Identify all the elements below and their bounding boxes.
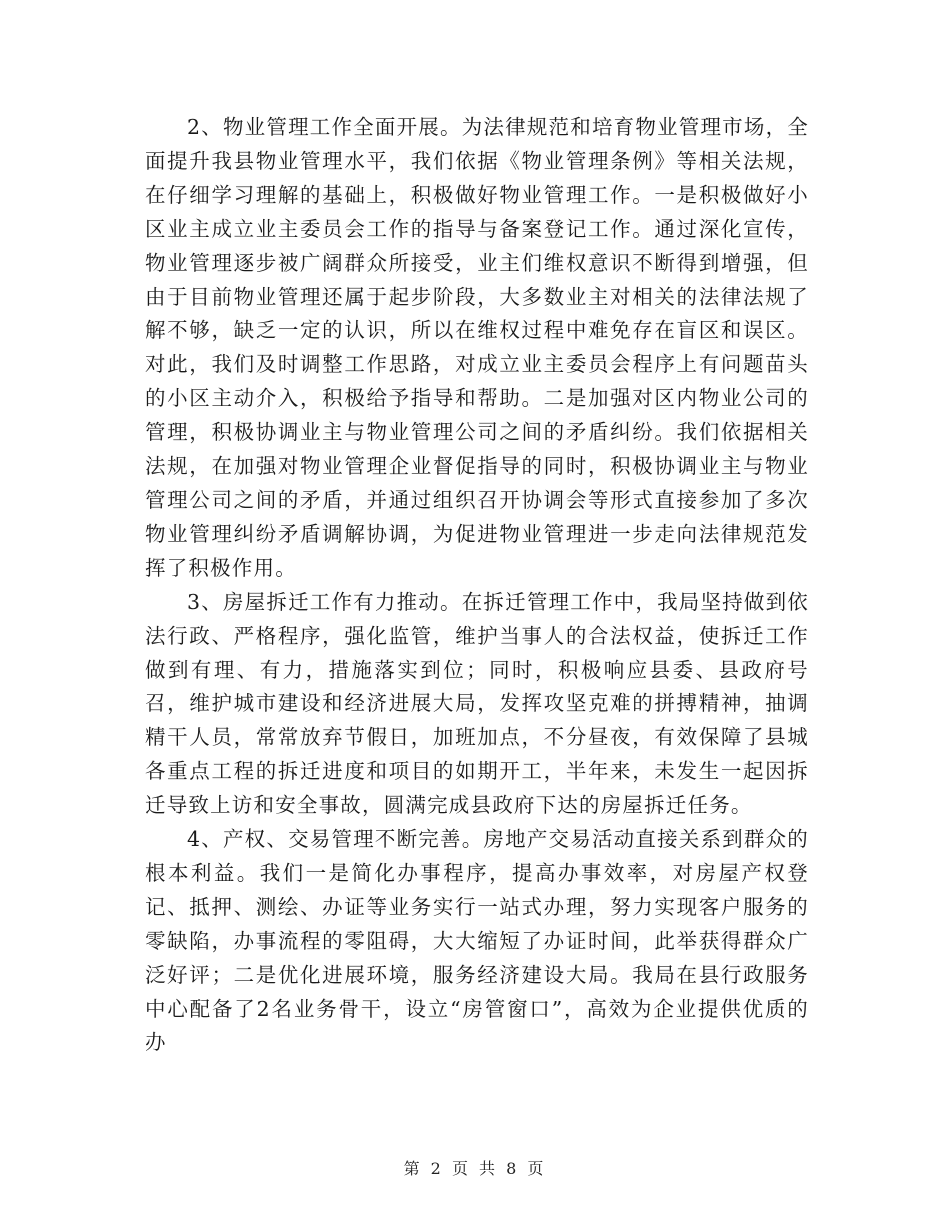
page-footer (0, 1156, 950, 1179)
page-number-label: 第 2 页 共 8 页 (403, 1159, 547, 1178)
paragraph-property-management: 2、物业管理工作全面开展。为法律规范和培育物业管理市场，全面提升我县物业管理水平，我们依据《物业管理条例》等相关法规，在仔细学习理解的基础上，积极做好物业管理工作。一是积极做好小区业主成立业主委员会工作的指导与备案登记工作。通过深化宣传，物业管理逐步被广阔群众所接受，业主们维权意识不断得到增强，但由于目前物业管理还属于起步阶段，大多数业主对相关的法律法规了解不够，缺乏一定的认识，所以在维权过程中难免存在盲区和误区。对此，我们及时调整工作思路，对成立业主委员会程序上有问题苗头的小区主动介入，积极给予指导和帮助。二是加强对区内物业公司的管理，积极协调业主与物业管理公司之间的矛盾纠纷。我们依据相关法规，在加强对物业管理企业督促指导的同时，积极协调业主与物业管理公司之间的矛盾，并通过组织召开协调会等形式直接参加了多次物业管理纠纷矛盾调解协调，为促进物业管理进一步走向法律规范发挥了积极作用。 (145, 115, 809, 580)
document-body (145, 111, 809, 1060)
paragraph-property-rights-trading: 4、产权、交易管理不断完善。房地产交易活动直接关系到群众的根本利益。我们一是简化办事程序，提高办事效率，对房屋产权登记、抵押、测绘、办证等业务实行一站式办理，努力实现客户服务的零缺陷，办事流程的零阻碍，大大缩短了办证时间，此举获得群众广泛好评；二是优化进展环境，服务经济建设大局。我局在县行政服务中心配备了2名业务骨干，设立“房管窗口”，高效为企业提供优质的办 (145, 827, 809, 1055)
paragraph-demolition: 3、房屋拆迁工作有力推动。在拆迁管理工作中，我局坚持做到依法行政、严格程序，强化监管，维护当事人的合法权益，使拆迁工作做到有理、有力，措施落实到位；同时，积极响应县委、县政府号召，维护城市建设和经济进展大局，发挥攻坚克难的拼搏精神，抽调精干人员，常常放弃节假日，加班加点，不分昼夜，有效保障了县城各重点工程的拆迁进度和项目的如期开工，半年来，未发生一起因拆迁导致上访和安全事故，圆满完成县政府下达的房屋拆迁任务。 (145, 589, 809, 818)
